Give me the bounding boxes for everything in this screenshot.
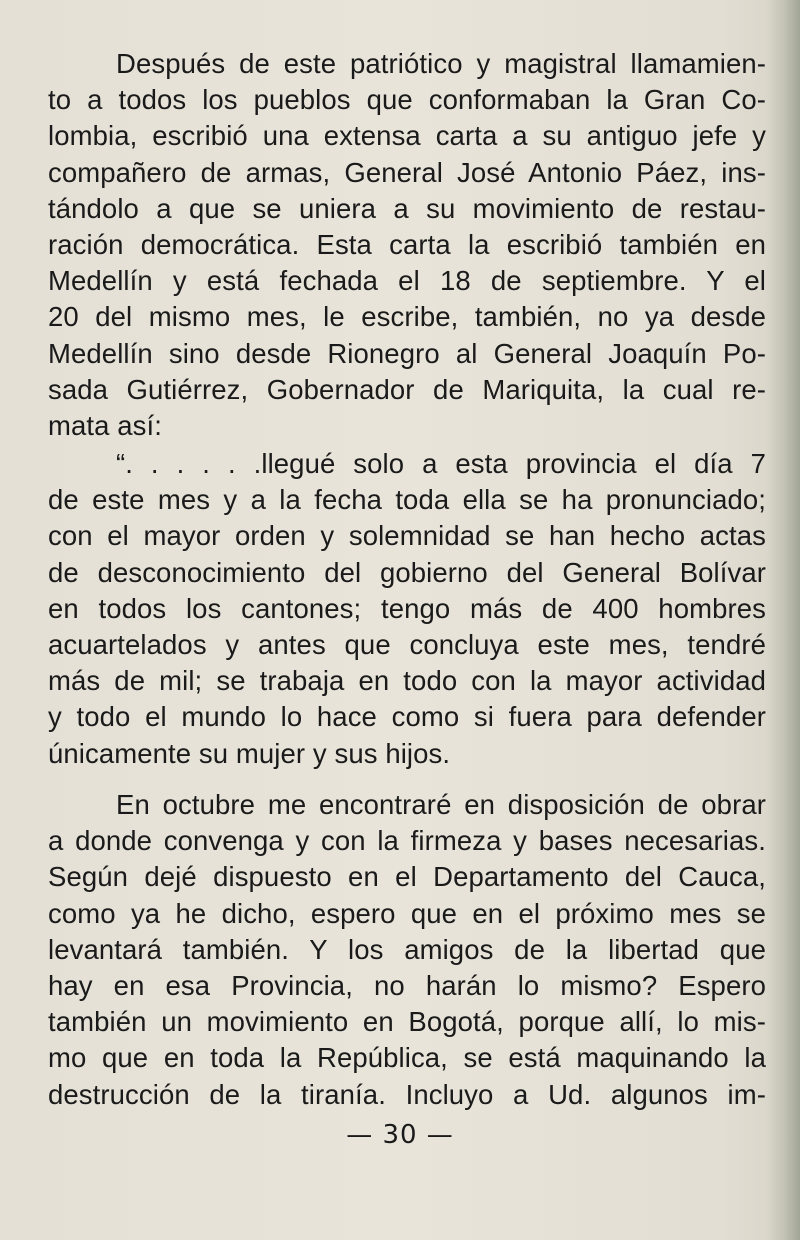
- paragraph-3: [48, 787, 766, 1113]
- page-number: — 30 —: [346, 1120, 454, 1150]
- paragraph-2-quote: [48, 446, 766, 772]
- text-line: ración democrática. Esta carta la escribió también en: [48, 228, 766, 260]
- text-line: compañero de armas, General José Antonio Páez, ins-: [48, 156, 766, 188]
- text-line: lombia, escribió una extensa carta a su antiguo jefe y: [48, 120, 766, 152]
- text-line: 20 del mismo mes, le escribe, también, no ya desde: [48, 301, 766, 333]
- text-line: mo que en toda la República, se está maquinando la: [48, 1042, 766, 1074]
- text-line: Después de este patriótico y magistral llamamien-: [116, 48, 766, 79]
- page-edge-shadow: [766, 0, 800, 1240]
- text-line: En octubre me encontraré en disposición de obrar: [116, 789, 766, 820]
- text-line: Medellín sino desde Rionegro al General Joaquín Po-: [48, 337, 766, 369]
- text-line: de desconocimiento del gobierno del General Bolívar: [48, 556, 766, 588]
- text-line: de este mes y a la fecha toda ella se ha pronunciado;: [48, 484, 766, 516]
- text-line: hay en esa Provincia, no harán lo mismo? Espero: [48, 969, 766, 1001]
- text-line: mata así:: [48, 409, 163, 441]
- text-line: como ya he dicho, espero que en el próximo mes se: [48, 897, 766, 929]
- text-line: acuartelados y antes que concluya este mes, tendré: [48, 628, 766, 660]
- text-line: levantará también. Y los amigos de la libertad que: [48, 933, 766, 965]
- text-line: destrucción de la tiranía. Incluyo a Ud. algunos im-: [48, 1078, 766, 1110]
- text-line: y todo el mundo lo hace como si fuera para defender: [48, 701, 766, 733]
- paragraph-1: [48, 46, 766, 444]
- text-line: en todos los cantones; tengo más de 400 hombres: [48, 592, 766, 624]
- text-line: tándolo a que se uniera a su movimiento de restau-: [48, 192, 766, 224]
- text-line: a donde convenga y con la firmeza y bases necesarias.: [48, 825, 766, 857]
- text-line: con el mayor orden y solemnidad se han hecho actas: [48, 520, 766, 552]
- text-line: más de mil; se trabaja en todo con la mayor actividad: [48, 665, 766, 697]
- text-line: Medellín y está fechada el 18 de septiembre. Y el: [48, 265, 766, 297]
- text-line: “. . . . . .llegué solo a esta provincia el día 7: [116, 448, 766, 479]
- text-line: to a todos los pueblos que conformaban la Gran Co-: [48, 84, 766, 116]
- text-line: únicamente su mujer y sus hijos.: [48, 737, 451, 769]
- text-line: sada Gutiérrez, Gobernador de Mariquita, la cual re-: [48, 373, 766, 405]
- text-line: también un movimiento en Bogotá, porque allí, lo mis-: [48, 1006, 766, 1038]
- text-line: Según dejé dispuesto en el Departamento del Cauca,: [48, 861, 766, 893]
